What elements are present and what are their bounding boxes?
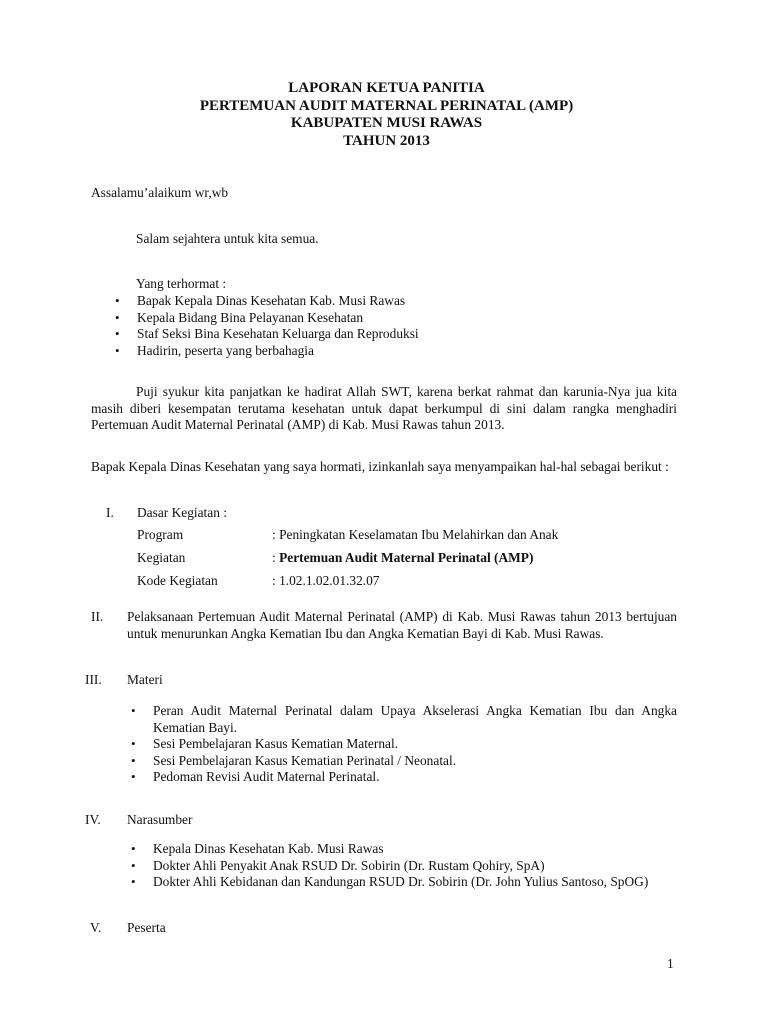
title-line-3: KABUPATEN MUSI RAWAS (290, 115, 483, 131)
page-number: 1 (667, 956, 674, 971)
title-line-1: LAPORAN KETUA PANITIA (288, 80, 485, 96)
title-line-2: PERTEMUAN AUDIT MATERNAL PERINATAL (AMP) (199, 97, 574, 114)
program-label: Program (137, 527, 184, 542)
list-item: • Kepala Dinas Kesehatan Kab. Musi Rawas (153, 841, 685, 858)
section-1-number: I. (106, 505, 114, 520)
list-item: • Pedoman Revisi Audit Maternal Perinatal. (153, 769, 677, 786)
addressee-label: Yang terhormat : (136, 276, 227, 291)
list-item: • Peran Audit Maternal Perinatal dalam Upaya Akselerasi Angka Kematian Ibu dan Angka Kematian Bayi. (153, 703, 677, 736)
list-item: • Dokter Ahli Kebidanan dan Kandungan RSUD Dr. Sobirin (Dr. John Yulius Santoso, SpOG) (153, 874, 685, 891)
opening-paragraph: Puji syukur kita panjatkan ke hadirat Allah SWT, karena berkat rahmat dan karunia-Nya jua kita masih diberi kesempatan terutama kesehatan untuk dapat berkumpul di sini dalam rangka menghadiri Pertemuan Audit Maternal Perinatal (AMP) di Kab. Musi Rawas tahun 2013. (91, 384, 677, 432)
kegiatan-label: Kegiatan (137, 550, 186, 565)
greeting: Assalamu’alaikum wr,wb (91, 185, 229, 200)
addressee-list (137, 293, 697, 360)
program-value: : Peningkatan Keselamatan Ibu Melahirkan dan Anak (272, 527, 559, 542)
kode-label: Kode Kegiatan (137, 573, 218, 588)
section-3-heading: Materi (127, 672, 163, 687)
list-item: • Bapak Kepala Dinas Kesehatan Kab. Musi Rawas (137, 293, 697, 310)
section-1-heading: Dasar Kegiatan : (137, 505, 227, 520)
salutation: Salam sejahtera untuk kita semua. (136, 231, 319, 246)
list-item: • Sesi Pembelajaran Kasus Kematian Perinatal / Neonatal. (153, 753, 677, 770)
kegiatan-value-wrap (272, 550, 533, 567)
kegiatan-separator: : (272, 550, 280, 565)
kegiatan-value: Pertemuan Audit Maternal Perinatal (AMP) (279, 550, 534, 565)
list-item: • Sesi Pembelajaran Kasus Kematian Maternal. (153, 736, 677, 753)
kode-value: : 1.02.1.02.01.32.07 (272, 573, 380, 588)
section-4-heading: Narasumber (127, 812, 193, 827)
section-5-number: V. (90, 920, 102, 935)
section-4-number: IV. (85, 812, 101, 827)
document-title (0, 80, 768, 150)
list-item: • Staf Seksi Bina Kesehatan Keluarga dan Reproduksi (137, 326, 697, 343)
narasumber-list (153, 841, 685, 891)
list-item: • Dokter Ahli Penyakit Anak RSUD Dr. Sobirin (Dr. Rustam Qohiry, SpA) (153, 858, 685, 875)
list-item: • Kepala Bidang Bina Pelayanan Kesehatan (137, 310, 697, 327)
list-item: • Hadirin, peserta yang berbahagia (137, 343, 697, 360)
section-5-heading: Peserta (127, 920, 166, 935)
section-3-number: III. (85, 672, 102, 687)
section-2-number: II. (91, 609, 104, 624)
section-2-text: Pelaksanaan Pertemuan Audit Maternal Perinatal (AMP) di Kab. Musi Rawas tahun 2013 bertujuan untuk menurunkan Angka Kematian Ibu dan Angka Kematian Bayi di Kab. Musi Rawas. (127, 609, 677, 641)
intro-paragraph: Bapak Kepala Dinas Kesehatan yang saya hormati, izinkanlah saya menyampaikan hal-hal sebagai berikut : (91, 459, 669, 474)
materi-list (153, 703, 677, 786)
title-line-4: TAHUN 2013 (343, 132, 430, 149)
